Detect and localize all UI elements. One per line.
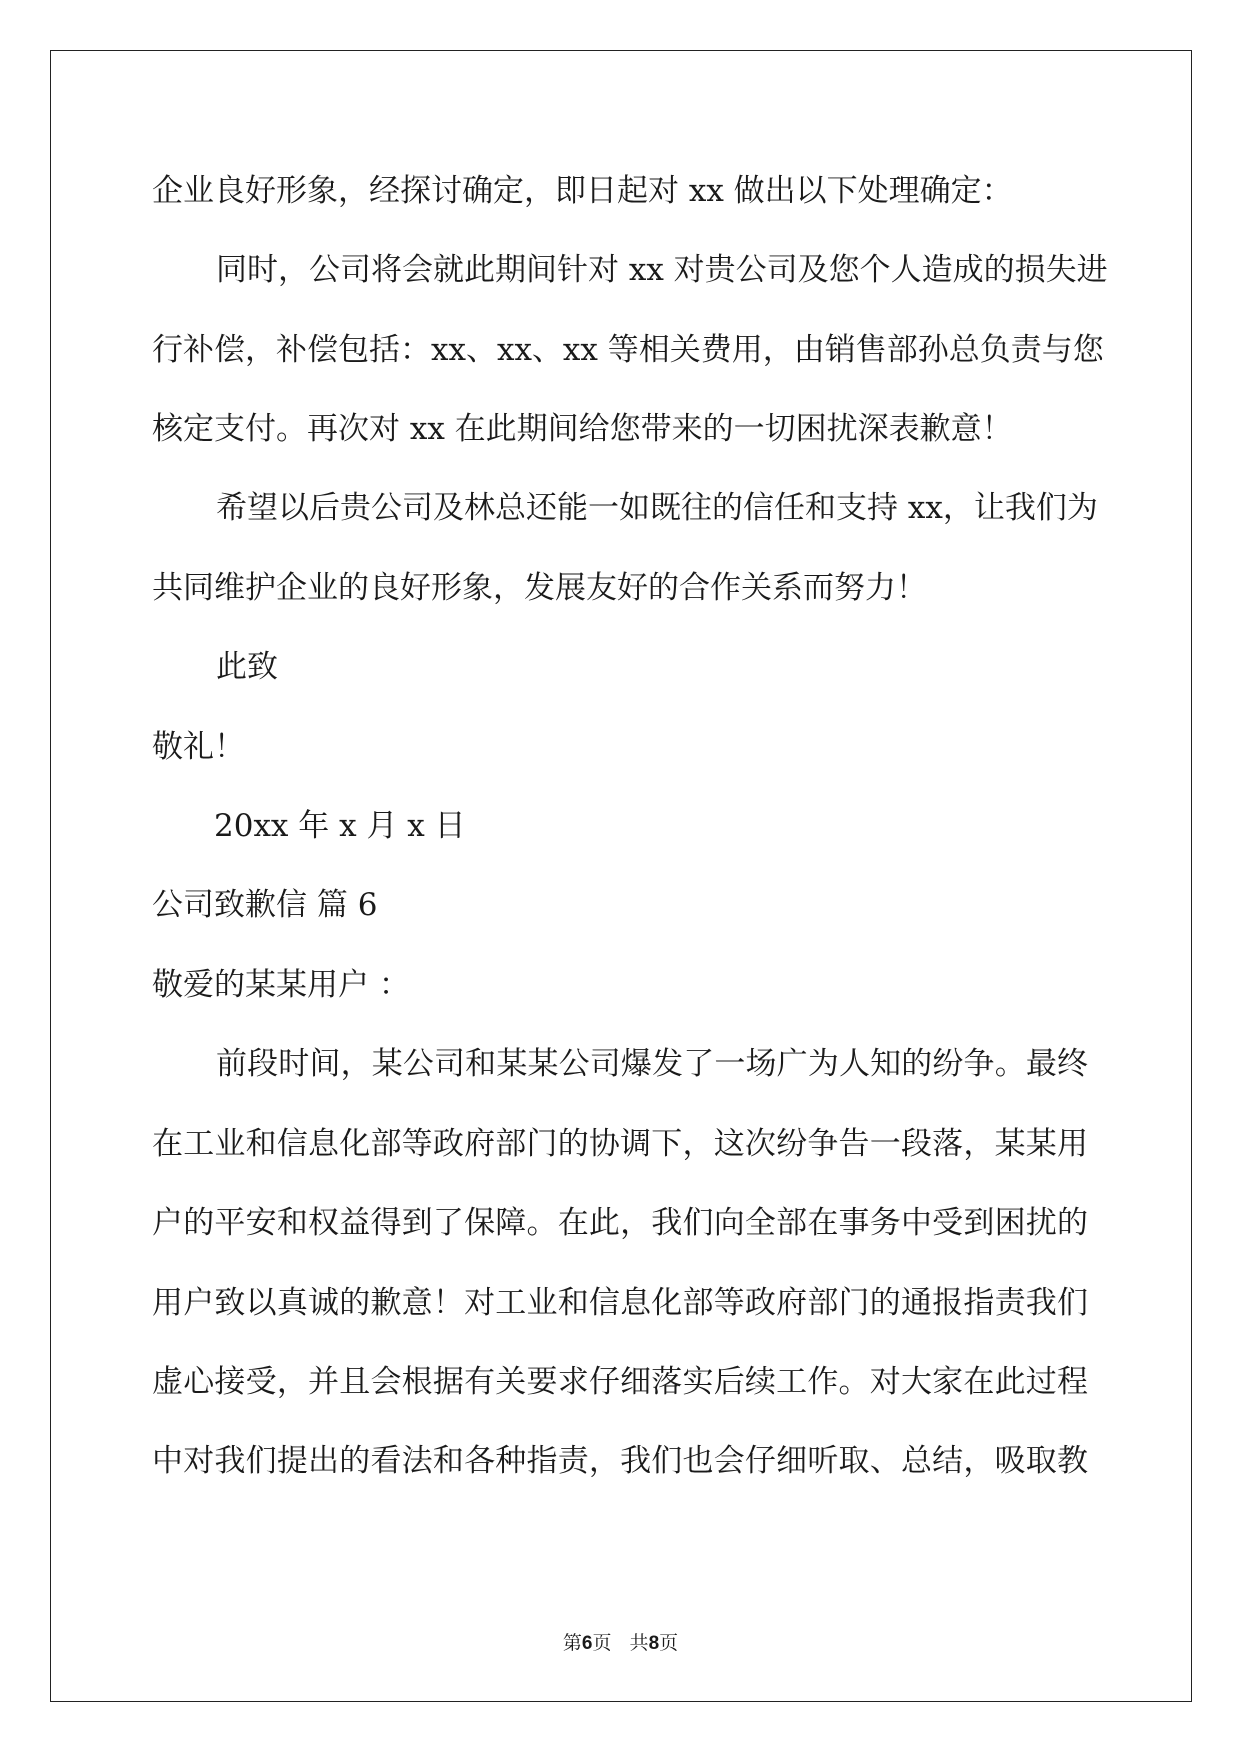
text-line: 用户致以真诚的歉意！对工业和信息化部等政府部门的通报指责我们 — [152, 1285, 1088, 1321]
text-line: 行补偿，补偿包括：xx、xx、xx 等相关费用，由销售部孙总负责与您 — [152, 332, 1104, 368]
current-page-number: 6 — [581, 1633, 593, 1654]
text-line: 户的平安和权益得到了保障。在此，我们向全部在事务中受到困扰的 — [152, 1205, 1088, 1241]
paragraph-first-line: 前段时间，某公司和某某公司爆发了一场广为人知的纷争。最终 — [216, 1046, 1088, 1082]
date-line: 20xx 年 x 月 x 日 — [214, 808, 466, 844]
page-footer — [0, 1634, 1241, 1653]
footer-prefix: 第 — [562, 1632, 582, 1654]
closing-salutation: 此致 — [216, 649, 278, 685]
text-line: 企业良好形象，经探讨确定，即日起对 xx 做出以下处理确定： — [152, 173, 1013, 209]
text-line: 核定支付。再次对 xx 在此期间给您带来的一切困扰深表歉意！ — [152, 411, 1013, 447]
total-pages-number: 8 — [648, 1633, 660, 1654]
paragraph-first-line: 希望以后贵公司及林总还能一如既往的信任和支持 xx，让我们为 — [216, 490, 1098, 526]
text-line: 在工业和信息化部等政府部门的协调下，这次纷争告一段落，某某用 — [152, 1126, 1088, 1162]
text-line: 中对我们提出的看法和各种指责，我们也会仔细听取、总结，吸取教 — [152, 1443, 1088, 1479]
section-heading: 公司致歉信 篇 6 — [152, 887, 378, 923]
paragraph-first-line: 同时，公司将会就此期间针对 xx 对贵公司及您个人造成的损失进 — [216, 252, 1108, 288]
text-line: 共同维护企业的良好形象，发展友好的合作关系而努力！ — [152, 570, 927, 606]
text-line: 虚心接受，并且会根据有关要求仔细落实后续工作。对大家在此过程 — [152, 1364, 1088, 1400]
footer-middle: 页 共 — [592, 1632, 649, 1654]
closing-regards: 敬礼！ — [152, 729, 245, 765]
greeting: 敬爱的某某用户 ： — [152, 967, 410, 1003]
footer-suffix: 页 — [659, 1632, 679, 1654]
